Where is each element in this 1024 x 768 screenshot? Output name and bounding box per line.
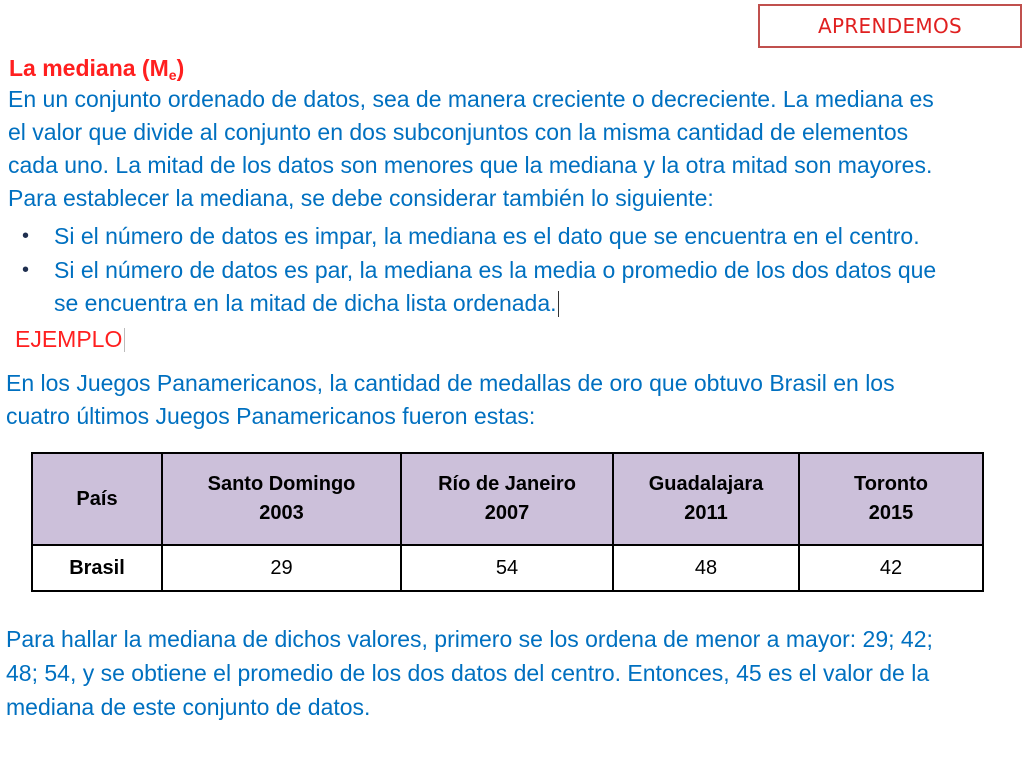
table-cell: 29 [162,545,401,591]
conclusion-line-2: 48; 54, y se obtiene el promedio de los dos datos del centro. Entonces, 45 es el valor de la [6,660,930,686]
table-header-cell [799,453,983,545]
table-header-cell [162,453,401,545]
title-main: La mediana (M [9,55,169,81]
header-line: 2015 [868,502,914,524]
table-cell: 54 [401,545,613,591]
example-heading [15,326,125,353]
bullet-2-line-1: Si el número de datos es par, la mediana es la media o promedio de los dos datos que [54,257,937,283]
bullet-icon: • [22,259,30,281]
header-line: 2011 [684,502,728,524]
header-line: 2003 [259,502,304,524]
aprendemos-tag [758,4,1022,48]
header-line: País [76,487,118,510]
table-header-cell [32,453,162,545]
bullet-2-line-2-text: se encuentra en la mitad de dicha lista ordenada. [54,290,557,316]
text-cursor [558,291,559,317]
table-cell: 42 [799,545,983,591]
header-line: Río de Janeiro [438,473,576,495]
title-close: ) [176,55,185,81]
intro-line-2: el valor que divide al conjunto en dos subconjuntos con la misma cantidad de elementos [8,119,909,145]
bullet-1-line-1: Si el número de datos es impar, la mediana es el dato que se encuentra en el centro. [54,223,920,249]
table-header-row [32,453,983,545]
table-cell: 48 [613,545,799,591]
intro-line-4: Para establecer la mediana, se debe considerar también lo siguiente: [8,185,714,211]
header-line: Guadalajara [648,473,764,495]
section-title [9,55,184,83]
header-line: Santo Domingo [207,473,356,495]
header-line: 2007 [484,502,530,524]
conclusion-line-1: Para hallar la mediana de dichos valores, primero se los ordena de menor a mayor: 29; 42; [6,626,933,652]
medals-table [31,452,984,592]
table-header-cell [613,453,799,545]
example-label: EJEMPLO [15,326,123,352]
intro-line-1: En un conjunto ordenado de datos, sea de manera creciente o decreciente. La mediana es [8,86,934,112]
header-line: Toronto [853,473,929,495]
text-cursor [124,328,125,352]
title-subscript: e [168,67,177,83]
intro-line-3: cada uno. La mitad de los datos son menores que la mediana y la otra mitad son mayores. [8,152,933,178]
bullet-2-line-2 [54,290,559,317]
table-header-cell [401,453,613,545]
bullet-icon: • [22,225,30,247]
aprendemos-label: APRENDEMOS [818,14,962,38]
table-row-label: Brasil [32,545,162,591]
example-line-1: En los Juegos Panamericanos, la cantidad de medallas de oro que obtuvo Brasil en los [6,370,895,396]
conclusion-line-3: mediana de este conjunto de datos. [6,694,371,720]
example-line-2: cuatro últimos Juegos Panamericanos fueron estas: [6,403,536,429]
table-row [32,545,983,591]
